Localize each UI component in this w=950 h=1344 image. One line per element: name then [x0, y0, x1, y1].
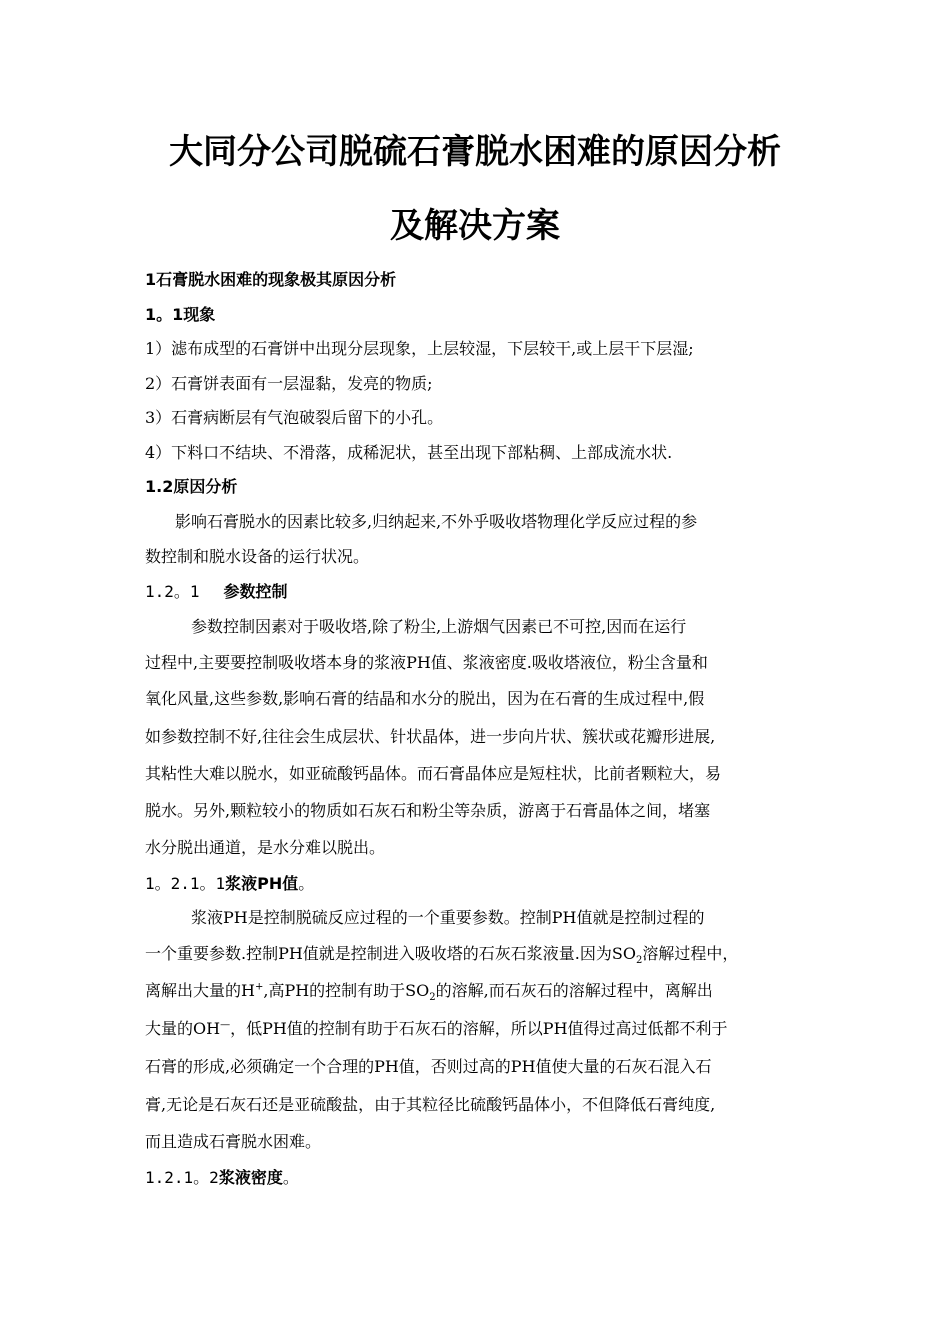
- ph-paragraph-line-1: 浆液PH是控制脱硫反应过程的一个重要参数。控制PH值就是控制过程的: [191, 908, 705, 927]
- ph-text-segment: 大量的OH: [145, 1019, 221, 1038]
- so2-subscript: 2: [635, 955, 643, 967]
- phenomenon-item-4: 4）下料口不结块、不滑落，成稀泥状，甚至出现下部粘稠、上部成流水状.: [145, 443, 673, 462]
- section-title: 浆液密度: [218, 1168, 283, 1187]
- phenomenon-item-3: 3）石膏病断层有气泡破裂后留下的小孔。: [145, 408, 444, 427]
- ph-text-segment: 一个重要参数.控制PH值就是控制进入吸收塔的石灰石浆液量.因为SO: [145, 944, 636, 963]
- ph-text-segment: 离解出大量的H: [145, 981, 255, 1000]
- phenomenon-item-2: 2）石膏饼表面有一层湿黏，发亮的物质;: [145, 374, 433, 393]
- section-title: 参数控制: [223, 582, 288, 601]
- param-paragraph-line-6: 脱水。另外,颗粒较小的物质如石灰石和粉尘等杂质，游离于石膏晶体之间，堵塞: [145, 801, 711, 820]
- so2-subscript: 2: [429, 992, 436, 1004]
- section-number: 1。2.1。1: [145, 874, 226, 893]
- ph-paragraph-line-5: 石膏的形成,必须确定一个合理的PH值，否则过高的PH值使大量的石灰石混入石: [145, 1057, 712, 1076]
- section-1-1-heading: 1。1现象: [145, 305, 216, 324]
- section-1-2-heading: 1.2原因分析: [145, 477, 238, 496]
- section-title: 浆液PH值: [225, 874, 299, 893]
- ph-paragraph-line-3: [145, 980, 713, 1002]
- heading-end-mark: 。: [298, 874, 315, 893]
- section-number: 1.2.1。2: [145, 1168, 219, 1187]
- oh-ion-superscript: —: [220, 1019, 231, 1031]
- ph-text-segment: 溶解过程中，: [642, 944, 739, 963]
- heading-end-mark: 。: [282, 1168, 299, 1187]
- section-1-2-1-2-heading: [145, 1167, 299, 1189]
- analysis-paragraph-line-2: 数控制和脱水设备的运行状况。: [145, 547, 370, 566]
- ph-text-segment: ,高PH的控制有助于SO: [263, 981, 430, 1000]
- ph-paragraph-line-4: [145, 1018, 728, 1040]
- document-title-line-2: 及解决方案: [390, 206, 560, 246]
- ph-text-segment: 的溶解,而石灰石的溶解过程中，离解出: [435, 981, 713, 1000]
- param-paragraph-line-7: 水分脱出通道，是水分难以脱出。: [145, 838, 386, 857]
- ph-paragraph-line-6: 膏,无论是石灰石还是亚硫酸盐，由于其粒径比硫酸钙晶体小，不但降低石膏纯度,: [145, 1095, 716, 1114]
- section-1-heading: 1石膏脱水困难的现象极其原因分析: [145, 270, 397, 289]
- param-paragraph-line-1: 参数控制因素对于吸收塔,除了粉尘,上游烟气因素已不可控,因而在运行: [191, 617, 687, 636]
- section-number: 1.2。1: [145, 582, 200, 601]
- param-paragraph-line-5: 其粘性大难以脱水，如亚硫酸钙晶体。而石膏晶体应是短柱状，比前者颗粒大，易: [145, 764, 722, 783]
- ph-text-segment: ，低PH值的控制有助于石灰石的溶解，所以PH值得过高过低都不利于: [230, 1019, 728, 1038]
- param-paragraph-line-3: 氧化风量,这些参数,影响石膏的结晶和水分的脱出，因为在石膏的生成过程中,假: [145, 689, 705, 708]
- param-paragraph-line-2: 过程中,主要要控制吸收塔本身的浆液PH值、浆液密度.吸收塔液位，粉尘含量和: [145, 653, 708, 672]
- h-ion-superscript: +: [254, 981, 264, 993]
- analysis-paragraph-line-1: 影响石膏脱水的因素比较多,归纳起来,不外乎吸收塔物理化学反应过程的参: [175, 512, 698, 531]
- ph-paragraph-line-7: 而且造成石膏脱水困难。: [145, 1132, 322, 1151]
- phenomenon-item-1: 1）滤布成型的石膏饼中出现分层现象，上层较湿，下层较干,或上层干下层湿;: [145, 339, 694, 358]
- section-1-2-1-heading: [145, 581, 288, 603]
- section-1-2-1-1-heading: [145, 873, 314, 895]
- document-title-line-1: 大同分公司脱硫石膏脱水困难的原因分析: [169, 132, 781, 172]
- ph-paragraph-line-2: [145, 943, 738, 965]
- param-paragraph-line-4: 如参数控制不好,往往会生成层状、针状晶体，进一步向片状、簇状或花瓣形进展,: [145, 727, 716, 746]
